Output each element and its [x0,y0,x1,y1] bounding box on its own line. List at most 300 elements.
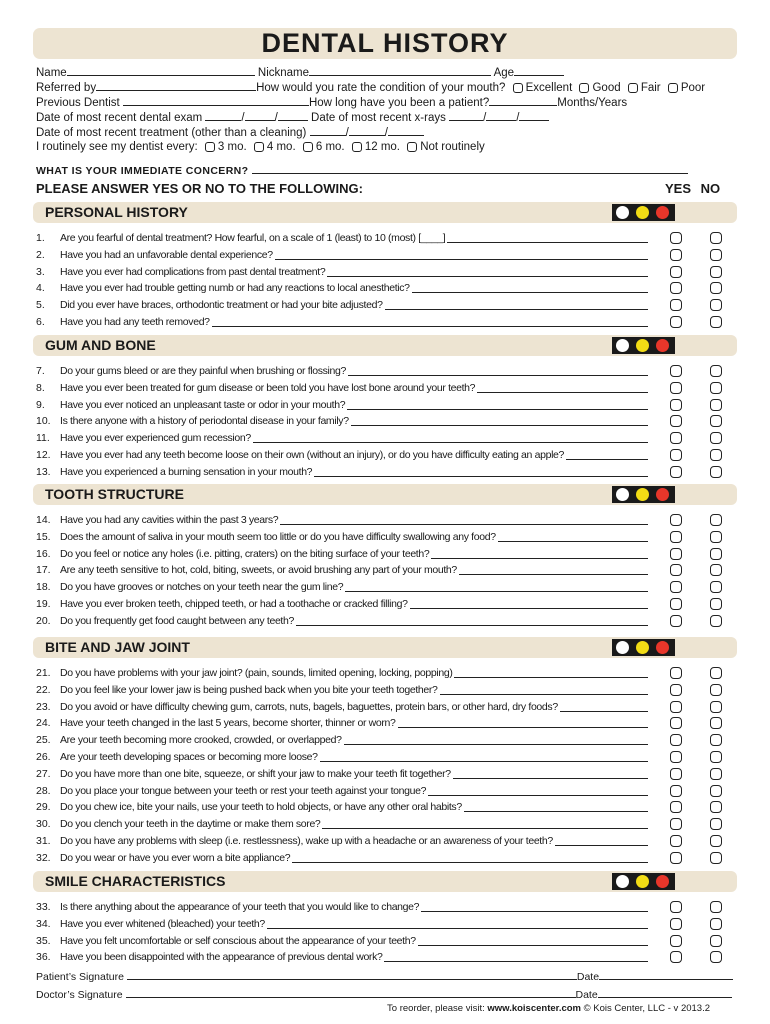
answer-line[interactable] [296,625,648,626]
recent-treatment-label: Date of most recent treatment (other than a cleaning) [36,127,307,139]
section-title: TOOTH STRUCTURE [45,486,184,502]
yes-checkbox[interactable] [670,466,682,478]
answer-line[interactable] [410,608,648,609]
answer-line[interactable] [398,727,648,728]
yes-checkbox[interactable] [670,581,682,593]
yes-checkbox[interactable] [670,299,682,311]
question-text: Do you place your tongue between your teeth or rest your teeth against your tongue? [60,784,427,797]
traffic-light-icon [612,337,675,354]
question-row [36,230,445,246]
answer-line[interactable] [566,459,648,460]
section-title: PERSONAL HISTORY [45,204,188,220]
no-checkbox[interactable] [710,466,722,478]
question-text: Did you ever have braces, orthodontic treatment or had your bite adjusted? [60,299,383,312]
answer-line[interactable] [275,259,648,260]
white-light-icon [616,206,629,219]
concern-label: WHAT IS YOUR IMMEDIATE CONCERN? [36,165,249,177]
yes-checkbox[interactable] [670,415,682,427]
how-long-field[interactable] [489,94,557,106]
no-checkbox[interactable] [710,249,722,261]
question-row [36,397,345,413]
red-light-icon [656,488,669,501]
question-text: Have you experienced a burning sensation in your mouth? [60,465,313,478]
yes-checkbox[interactable] [670,818,682,830]
answer-line[interactable] [440,694,648,695]
question-number: 3. [36,265,45,278]
answer-line[interactable] [447,242,648,243]
red-light-icon [656,875,669,888]
answer-line[interactable] [320,761,648,762]
yes-checkbox[interactable] [670,449,682,461]
frequency-label: I routinely see my dentist every: [36,141,198,153]
no-checkbox[interactable] [710,531,722,543]
yes-checkbox[interactable] [670,785,682,797]
no-checkbox[interactable] [710,768,722,780]
yes-checkbox[interactable] [670,801,682,813]
question-number: 28. [36,784,51,797]
concern-row [36,162,738,177]
question-number: 32. [36,851,51,864]
yes-checkbox[interactable] [670,835,682,847]
patient-signature-field[interactable] [127,968,577,980]
frequency-3mo-checkbox[interactable] [205,142,215,152]
question-text: Are any teeth sensitive to hot, cold, biting, sweets, or avoid brushing any part of your mouth? [60,564,457,577]
question-row [36,899,419,915]
no-checkbox[interactable] [710,901,722,913]
white-light-icon [616,875,629,888]
recent-xrays-label: Date of most recent x-rays [311,112,446,124]
no-checkbox[interactable] [710,232,722,244]
name-row [36,64,738,79]
question-text: Have you ever whitened (bleached) your teeth? [60,917,265,930]
question-number: 2. [36,248,45,261]
question-text: Do you clench your teeth in the daytime or make them sore? [60,818,321,831]
no-checkbox[interactable] [710,701,722,713]
answer-line[interactable] [314,476,648,477]
age-field[interactable] [514,64,564,76]
no-checkbox[interactable] [710,564,722,576]
question-number: 9. [36,398,45,411]
footer [387,1003,710,1014]
recent-treatment-row: Date of most recent treatment (other than a cleaning) / / [36,124,738,139]
question-number: 20. [36,614,51,627]
no-checkbox[interactable] [710,415,722,427]
no-checkbox[interactable] [710,598,722,610]
traffic-light-icon [612,639,675,656]
yes-checkbox[interactable] [670,901,682,913]
frequency-not-routinely-checkbox[interactable] [407,142,417,152]
answer-line[interactable] [253,442,648,443]
answer-line[interactable] [412,292,648,293]
question-number: 26. [36,751,51,763]
yes-checkbox[interactable] [670,768,682,780]
yes-checkbox[interactable] [670,382,682,394]
patient-signature-label: Patient’s Signature [36,971,124,983]
recent-exam-row: Date of most recent dental exam / / Date of most recent x-rays / / [36,109,738,124]
question-row [36,916,265,932]
question-text: Do you avoid or have difficulty chewing gum, carrots, nuts, bagels, baguettes, protein bars, or other hard, dry foods? [60,700,558,713]
question-number: 25. [36,734,51,747]
question-number: 15. [36,530,51,543]
question-text: Do you feel or notice any holes (i.e. pitting, craters) on the biting surface of your teeth? [60,547,430,560]
question-number: 33. [36,901,51,913]
question-text: Do you have any problems with sleep (i.e. restlessness), wake up with a headache or an awareness of your teeth? [60,835,553,847]
question-text: Do you chew ice, bite your nails, use your teeth to hold objects, or have any other oral habits? [60,801,462,814]
months-years-label: Months/Years [557,97,628,109]
question-number: 17. [36,564,51,577]
no-checkbox[interactable] [710,852,722,864]
no-checkbox[interactable] [710,918,722,930]
question-text: Are you fearful of dental treatment? How fearful, on a scale of 1 (least) to 10 (most) [____] [60,232,446,244]
question-text: Have you had any cavities within the past 3 years? [60,514,279,526]
referred-row [36,79,738,94]
rating-excellent-checkbox[interactable] [513,83,523,93]
question-number: 4. [36,282,45,295]
no-checkbox[interactable] [710,399,722,411]
question-text: Do your gums bleed or are they painful when brushing or flossing? [60,365,347,377]
frequency-4mo-checkbox[interactable] [254,142,264,152]
question-number: 24. [36,717,51,730]
no-checkbox[interactable] [710,316,722,328]
question-number: 36. [36,951,51,964]
rating-fair-label: Fair [640,82,661,94]
question-text: Do you have problems with your jaw joint? (pain, sounds, limited opening, locking, popping) [60,667,453,679]
question-number: 29. [36,801,51,814]
question-number: 14. [36,514,51,526]
question-text: Do you feel like your lower jaw is being pushed back when you bite your teeth together? [60,683,438,696]
white-light-icon [616,641,629,654]
question-row [36,512,278,528]
question-row [36,732,342,748]
question-text: Have you ever experienced gum recession? [60,432,251,445]
question-row [36,766,451,782]
recent-exam-label: Date of most recent dental exam [36,112,203,124]
section-title: BITE AND JAW JOINT [45,639,190,655]
answer-line[interactable] [212,326,648,327]
yellow-light-icon [636,339,649,352]
exam-day-field[interactable] [245,109,275,121]
question-row [36,933,416,949]
no-checkbox[interactable] [710,951,722,963]
yes-checkbox[interactable] [670,249,682,261]
yes-checkbox[interactable] [670,751,682,763]
question-text: Is there anyone with a history of periodontal disease in your family? [60,415,349,428]
question-row [36,447,564,463]
no-checkbox[interactable] [710,581,722,593]
yes-checkbox[interactable] [670,667,682,679]
yes-checkbox[interactable] [670,548,682,560]
white-light-icon [616,488,629,501]
answer-line[interactable] [555,845,648,846]
yes-checkbox[interactable] [670,615,682,627]
how-long-label: How long have you been a patient? [308,97,490,109]
question-text: Do you wear or have you ever worn a bite appliance? [60,851,291,864]
question-row [36,314,210,330]
nickname-field[interactable] [309,64,491,76]
traffic-light-icon [612,204,675,221]
yes-checkbox[interactable] [670,951,682,963]
question-text: Do you have more than one bite, squeeze, or shift your jaw to make your teeth fit together? [60,767,451,780]
no-checkbox[interactable] [710,801,722,813]
yes-checkbox[interactable] [670,531,682,543]
question-row [36,682,438,698]
traffic-light-icon [612,486,675,503]
xrays-year-field[interactable] [519,109,549,121]
answer-line[interactable] [477,392,648,393]
section-title: SMILE CHARACTERISTICS [45,873,226,889]
yellow-light-icon [636,206,649,219]
question-number: 19. [36,598,51,610]
question-row [36,949,382,965]
no-checkbox[interactable] [710,548,722,560]
answer-line[interactable] [421,911,648,912]
section-title: GUM AND BONE [45,337,156,353]
question-text: Have you ever had complications from past dental treatment? [60,265,326,278]
answer-line[interactable] [454,677,648,678]
xrays-month-field[interactable] [449,109,483,121]
no-checkbox[interactable] [710,432,722,444]
treatment-month-field[interactable] [310,124,346,136]
yes-checkbox[interactable] [670,266,682,278]
no-checkbox[interactable] [710,299,722,311]
xrays-day-field[interactable] [486,109,516,121]
yes-checkbox[interactable] [670,316,682,328]
treatment-day-field[interactable] [349,124,385,136]
question-number: 7. [36,365,45,377]
rating-poor-checkbox[interactable] [668,83,678,93]
answer-line[interactable] [431,558,648,559]
question-row [36,297,383,313]
question-text: Have you ever been treated for gum disease or been told you have lost bone around your teeth? [60,381,476,394]
yes-checkbox[interactable] [670,684,682,696]
answer-line[interactable] [459,574,648,575]
question-row [36,799,462,815]
question-row [36,464,312,480]
name-label: Name [36,67,67,79]
rating-poor-label: Poor [680,82,706,94]
section-header-personal-history [33,202,737,223]
question-text: Are your teeth developing spaces or becoming more loose? [60,751,318,763]
white-light-icon [616,339,629,352]
exam-year-field[interactable] [278,109,308,121]
footer-link[interactable]: www.koiscenter.com [487,1003,582,1014]
rating-fair-checkbox[interactable] [628,83,638,93]
yes-checkbox[interactable] [670,918,682,930]
question-number: 11. [36,432,50,445]
section-header-gum-and-bone [33,335,737,356]
question-row [36,715,396,731]
question-number: 12. [36,449,51,461]
answer-line[interactable] [327,276,648,277]
no-checkbox[interactable] [710,684,722,696]
frequency-not-routinely-label: Not routinely [420,141,485,153]
previous-dentist-row [36,94,738,109]
yes-checkbox[interactable] [670,701,682,713]
no-checkbox[interactable] [710,615,722,627]
doctor-signature-row [36,986,732,1001]
question-row [36,749,318,765]
no-checkbox[interactable] [710,835,722,847]
name-field[interactable] [67,64,255,76]
yes-checkbox[interactable] [670,399,682,411]
patient-signature-row [36,968,733,983]
doctor-signature-label: Doctor’s Signature [36,989,123,1001]
question-row [36,783,426,799]
yes-checkbox[interactable] [670,564,682,576]
no-checkbox[interactable] [710,266,722,278]
answer-line[interactable] [347,409,648,410]
red-light-icon [656,339,669,352]
answer-line[interactable] [560,711,648,712]
patient-date-label: Date [576,971,600,983]
doctor-signature-field[interactable] [126,986,576,998]
question-text: Is there anything about the appearance of your teeth that you would like to change? [60,901,420,913]
question-number: 16. [36,547,51,560]
no-checkbox[interactable] [710,449,722,461]
question-number: 35. [36,934,51,947]
no-checkbox[interactable] [710,382,722,394]
question-text: Have you ever had any teeth become loose on their own (without an injury), or do you have difficulty eating an apple? [60,449,565,461]
yes-checkbox[interactable] [670,432,682,444]
frequency-row [36,140,738,155]
question-row [36,833,553,849]
yellow-light-icon [636,875,649,888]
question-row [36,699,558,715]
rating-good-checkbox[interactable] [579,83,589,93]
answer-line[interactable] [292,862,648,863]
treatment-year-field[interactable] [388,124,424,136]
question-row [36,430,251,446]
traffic-light-icon [612,873,675,890]
rating-excellent-label: Excellent [525,82,573,94]
no-checkbox[interactable] [710,282,722,294]
answer-line[interactable] [384,961,648,962]
question-row [36,247,273,263]
question-number: 22. [36,683,51,696]
age-label: Age [493,67,515,79]
yes-checkbox[interactable] [670,852,682,864]
frequency-6mo-checkbox[interactable] [303,142,313,152]
question-row [36,579,343,595]
question-number: 8. [36,381,45,394]
question-number: 27. [36,767,51,780]
exam-month-field[interactable] [205,109,241,121]
answer-line[interactable] [428,795,648,796]
question-number: 30. [36,818,51,831]
question-row [36,613,294,629]
yes-checkbox[interactable] [670,717,682,729]
question-text: Have you ever noticed an unpleasant taste or odor in your mouth? [60,398,346,411]
yellow-light-icon [636,488,649,501]
answer-line[interactable] [351,425,648,426]
yes-checkbox[interactable] [670,282,682,294]
answer-line[interactable] [385,309,648,310]
question-number: 18. [36,581,51,594]
answer-line[interactable] [344,744,648,745]
question-row [36,380,475,396]
question-row [36,280,410,296]
question-text: Are your teeth becoming more crooked, crowded, or overlapped? [60,734,342,747]
doctor-date-field[interactable] [598,986,732,998]
answer-line[interactable] [498,541,648,542]
page-title: DENTAL HISTORY [33,28,737,59]
question-number: 10. [36,415,51,428]
question-row [36,546,429,562]
doctor-date-label: Date [575,989,598,1001]
answer-line[interactable] [267,928,648,929]
question-number: 21. [36,667,51,679]
yes-no-header: YES NO [665,181,721,196]
no-checkbox[interactable] [710,514,722,526]
answer-line[interactable] [464,811,648,812]
frequency-12mo-checkbox[interactable] [352,142,362,152]
question-row [36,562,457,578]
condition-question: How would you rate the condition of your mouth? [256,82,506,94]
no-checkbox[interactable] [710,818,722,830]
answer-line[interactable] [453,778,648,779]
yes-checkbox[interactable] [670,935,682,947]
answer-line[interactable] [348,375,648,376]
question-text: Have you ever broken teeth, chipped teeth, or had a toothache or cracked filling? [60,598,408,610]
yes-checkbox[interactable] [670,734,682,746]
footer-copyright: © Kois Center, LLC - v 2013.2 [581,1003,710,1014]
yes-checkbox[interactable] [670,514,682,526]
question-text: Does the amount of saliva in your mouth seem too little or do you have difficulty swallowing any food? [60,530,496,543]
question-row [36,413,349,429]
question-text: Have you felt uncomfortable or self conscious about the appearance of your teeth? [60,934,416,947]
question-number: 31. [36,835,51,847]
no-checkbox[interactable] [710,734,722,746]
referred-by-label: Referred by [36,82,97,94]
no-checkbox[interactable] [710,667,722,679]
yes-checkbox[interactable] [670,365,682,377]
no-checkbox[interactable] [710,751,722,763]
question-number: 13. [36,465,51,478]
yellow-light-icon [636,641,649,654]
question-row [36,363,346,379]
answer-line[interactable] [345,591,648,592]
footer-prefix: To reorder, please visit: [387,1003,488,1014]
frequency-3mo-label: 3 mo. [217,141,247,153]
frequency-4mo-label: 4 mo. [266,141,296,153]
question-text: Have your teeth changed in the last 5 years, become shorter, thinner or worn? [60,717,396,730]
answer-line[interactable] [322,828,648,829]
yes-checkbox[interactable] [670,598,682,610]
question-text: Do you have grooves or notches on your teeth near the gum line? [60,581,344,594]
no-checkbox[interactable] [710,717,722,729]
yes-checkbox[interactable] [670,232,682,244]
previous-dentist-field[interactable] [123,94,309,106]
answer-line[interactable] [418,945,648,946]
no-checkbox[interactable] [710,365,722,377]
question-number: 23. [36,700,51,713]
question-row [36,665,452,681]
instructions: PLEASE ANSWER YES OR NO TO THE FOLLOWING: [36,181,363,196]
no-checkbox[interactable] [710,935,722,947]
question-number: 1. [36,232,45,244]
question-text: Have you had any teeth removed? [60,316,210,328]
referred-by-field[interactable] [96,79,256,91]
concern-field[interactable] [252,162,688,174]
no-checkbox[interactable] [710,785,722,797]
frequency-6mo-label: 6 mo. [315,141,345,153]
nickname-label: Nickname [257,67,310,79]
previous-dentist-label: Previous Dentist [36,97,120,109]
answer-line[interactable] [280,524,648,525]
patient-date-field[interactable] [599,968,733,980]
rating-good-label: Good [592,82,621,94]
question-text: Have you ever had trouble getting numb or had any reactions to local anesthetic? [60,282,410,295]
